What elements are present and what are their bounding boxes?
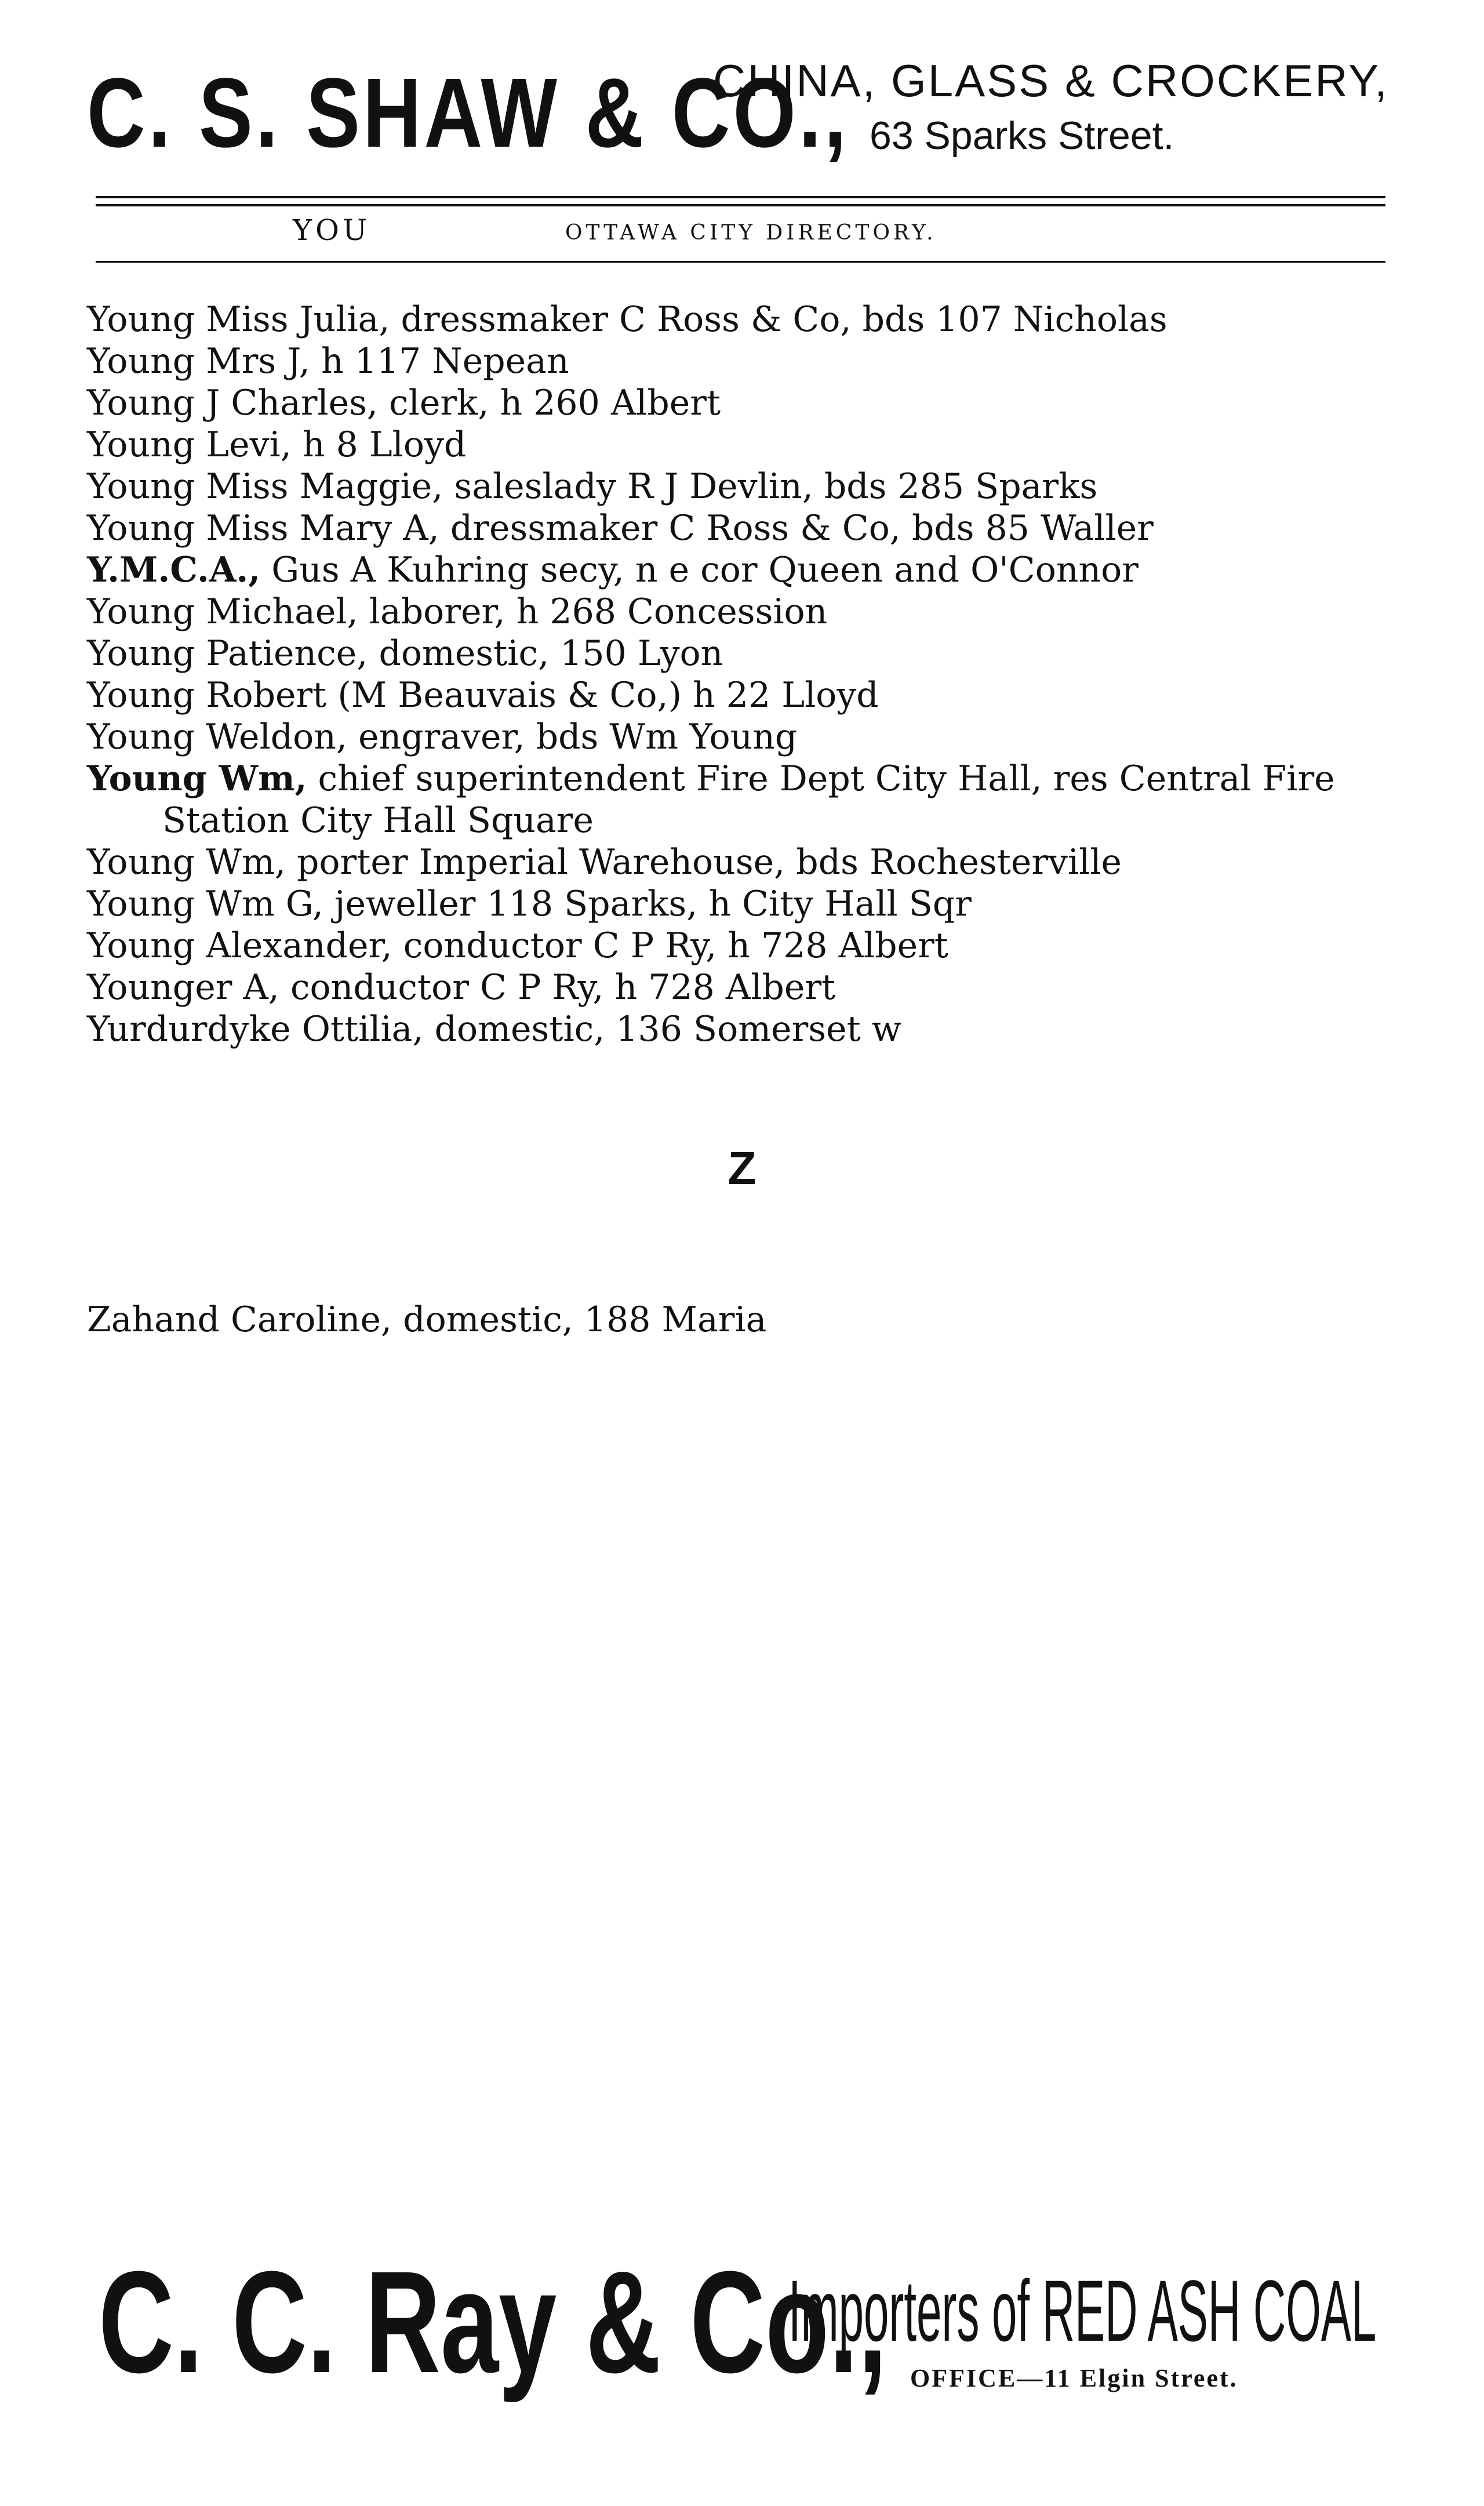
bottom-ad-brand: C. C. Ray & Co., (99, 2241, 888, 2403)
entry-name: Young Wm, (87, 758, 307, 799)
entry-details: engraver, bds Wm Young (347, 717, 798, 757)
directory-entry (87, 591, 1397, 633)
entry-details: (M Beauvais & Co,) h 22 Lloyd (326, 675, 879, 716)
directory-entries-z (87, 1299, 1397, 1341)
entry-name: Young Wm, (87, 842, 286, 882)
directory-entry (87, 925, 1397, 967)
entry-details: laborer, h 268 Concession (358, 591, 828, 632)
directory-entry (87, 841, 1397, 883)
entry-name: Young J Charles, (87, 383, 378, 423)
entry-name: Young Weldon, (87, 717, 348, 757)
entry-name: Young Michael, (87, 591, 358, 632)
entry-name: Young Miss Julia, (87, 299, 390, 340)
entry-name: Yurdurdyke Ottilia, (87, 1009, 424, 1049)
directory-entry (87, 674, 1397, 716)
directory-entry (87, 549, 1397, 591)
running-header-title: OTTAWA CITY DIRECTORY. (565, 221, 937, 245)
directory-entry (87, 883, 1397, 925)
entry-details: clerk, h 260 Albert (377, 383, 721, 423)
entry-name: Young Alexander, (87, 925, 392, 966)
entry-name: Y.M.C.A., (87, 550, 261, 590)
directory-entry (87, 466, 1397, 507)
entry-name: Young Robert (87, 675, 327, 716)
directory-entry (87, 716, 1397, 758)
entry-details: conductor C P Ry, h 728 Albert (392, 925, 948, 966)
entry-details: chief superintendent Fire Dept City Hall, res Central Fire Station City Hall Square (162, 758, 1335, 841)
header-rule-top-second (96, 204, 1385, 206)
bottom-ad-office: OFFICE—11 Elgin Street. (910, 2364, 1238, 2392)
entry-name: Young Miss Maggie, (87, 466, 443, 507)
directory-entry (87, 340, 1397, 382)
directory-entry (87, 382, 1397, 424)
directory-entry (87, 299, 1397, 340)
directory-entry (87, 967, 1397, 1008)
entry-name: Young Levi, (87, 424, 292, 465)
entry-name: Young Miss Mary A, (87, 508, 439, 549)
entry-details: h 117 Nepean (310, 341, 569, 382)
header-rule-bottom (96, 261, 1385, 263)
directory-entry (87, 507, 1397, 549)
entry-details: porter Imperial Warehouse, bds Rochesterville (285, 842, 1122, 882)
entry-details: saleslady R J Devlin, bds 285 Sparks (443, 466, 1098, 507)
entry-details: dressmaker C Ross & Co, bds 107 Nicholas (390, 299, 1167, 340)
entry-details: domestic, 136 Somerset w (423, 1009, 902, 1049)
directory-entry (87, 424, 1397, 466)
entry-name: Zahand Caroline, (87, 1299, 392, 1340)
entry-details: Gus A Kuhring secy, n e cor Queen and O'Connor (260, 550, 1139, 590)
running-header-section: YOU (293, 213, 371, 247)
top-ad-address: 63 Sparks Street. (870, 114, 1174, 158)
entry-details: h 8 Lloyd (291, 424, 467, 465)
top-ad-tagline: CHINA, GLASS & CROCKERY, (713, 55, 1389, 106)
directory-entry (87, 758, 1397, 841)
entry-details: jeweller 118 Sparks, h City Hall Sqr (323, 884, 972, 924)
directory-entry (87, 633, 1397, 674)
directory-entry (87, 1008, 1397, 1050)
entry-details: dressmaker C Ross & Co, bds 85 Waller (439, 508, 1154, 549)
entry-name: Younger A, (87, 967, 279, 1008)
running-header (96, 213, 1385, 256)
entry-details: domestic, 150 Lyon (368, 633, 723, 674)
entry-name: Young Patience, (87, 633, 368, 674)
entry-name: Young Mrs J, (87, 341, 310, 382)
directory-entry (87, 1299, 1397, 1341)
top-advertisement (87, 23, 1397, 174)
directory-entries (87, 299, 1397, 1050)
section-letter-heading: Z (728, 1142, 756, 1194)
top-ad-brand: C. S. SHAW & CO., (87, 58, 850, 168)
header-rule-top (96, 196, 1385, 198)
bottom-advertisement (87, 2241, 1397, 2441)
bottom-ad-tagline: Importers of RED ASH COAL (788, 2262, 1377, 2359)
entry-details: domestic, 188 Maria (392, 1299, 767, 1340)
entry-details: conductor C P Ry, h 728 Albert (279, 967, 836, 1008)
entry-name: Young Wm G, (87, 884, 323, 924)
